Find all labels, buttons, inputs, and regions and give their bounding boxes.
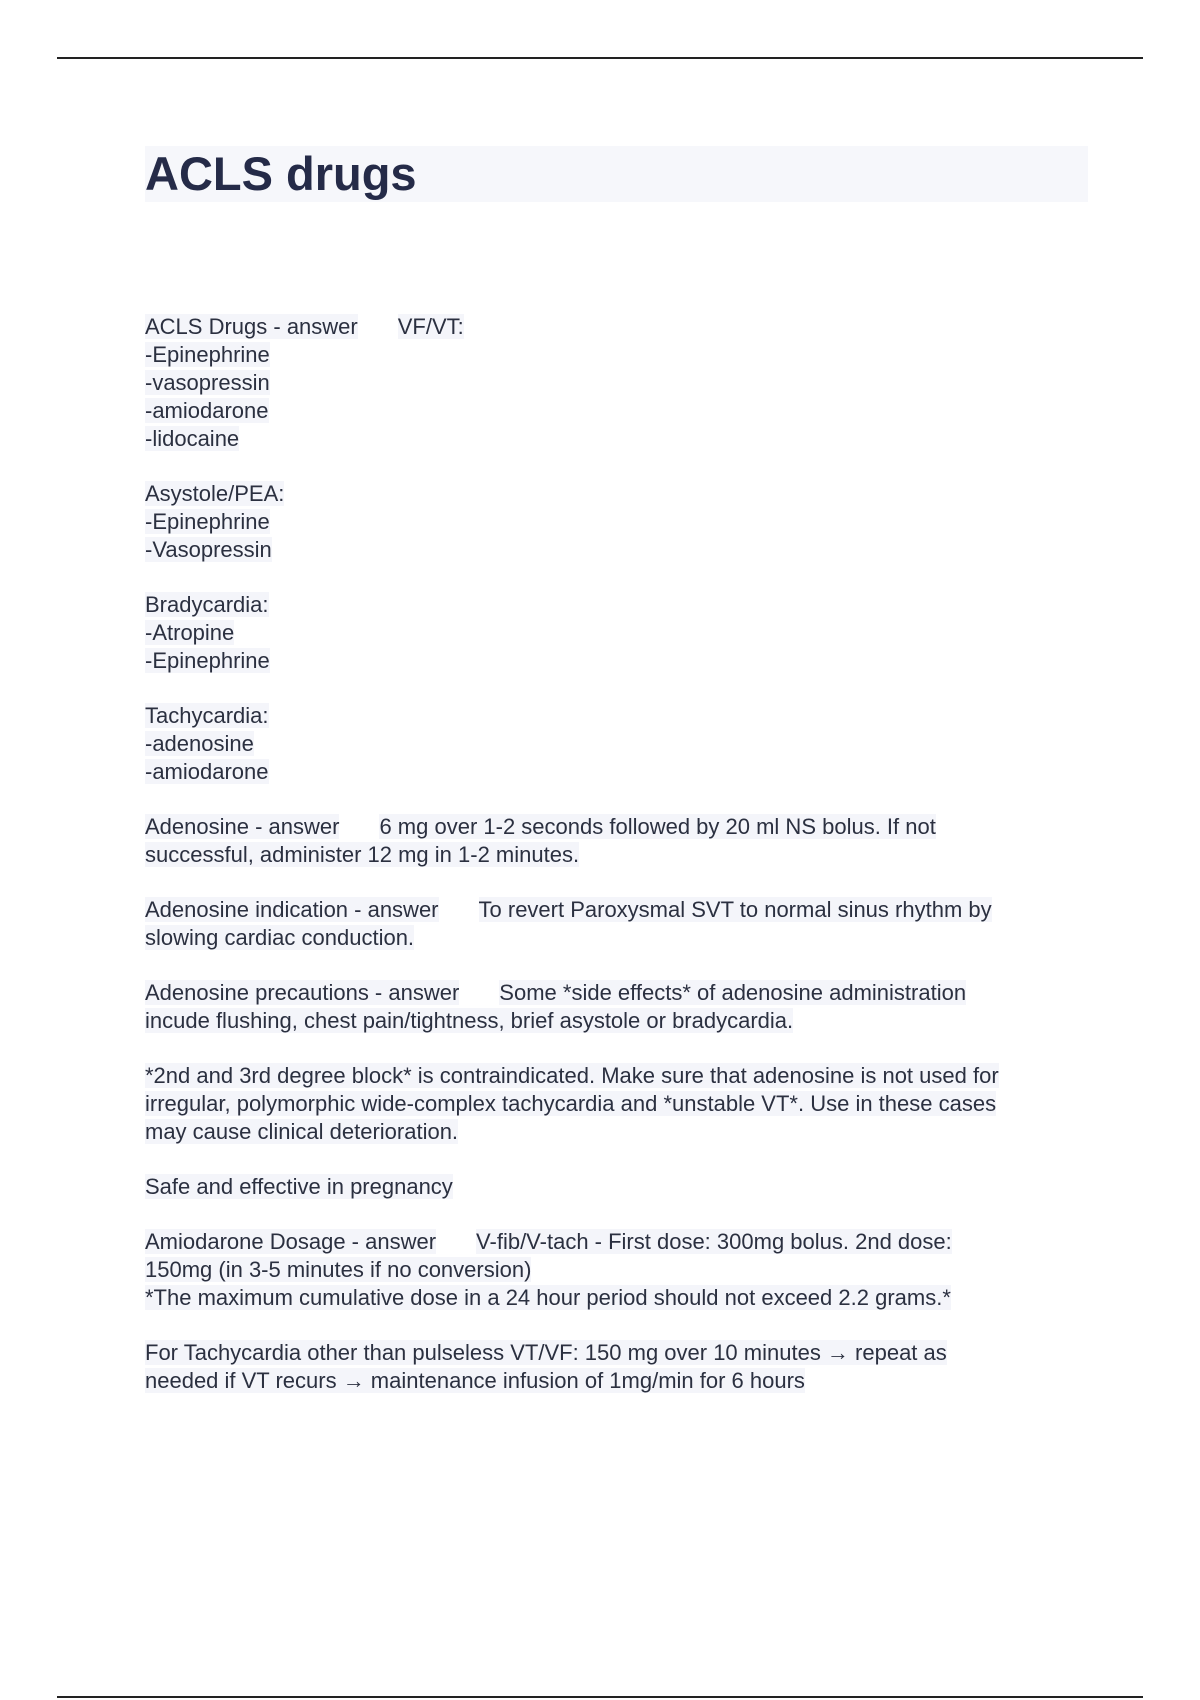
paragraph-line: may cause clinical deterioration. — [145, 1119, 459, 1144]
group-bradycardia — [145, 591, 1095, 675]
answer-line: incude flushing, chest pain/tightness, brief asystole or bradycardia. — [145, 1008, 794, 1033]
card-question: ACLS Drugs - answer — [145, 314, 358, 339]
card-amiodarone-dosage — [145, 1228, 1095, 1312]
group-item: -adenosine — [145, 731, 254, 756]
card-adenosine-indication — [145, 896, 1095, 952]
group-tachycardia — [145, 702, 1095, 786]
card-adenosine — [145, 813, 1095, 869]
answer-line: slowing cardiac conduction. — [145, 925, 415, 950]
group-heading: Asystole/PEA: — [145, 481, 285, 506]
document-body — [145, 313, 1095, 1422]
card-acls-drugs — [145, 313, 1095, 453]
footer-rule — [57, 1696, 1143, 1698]
paragraph-tachycardia-dosing — [145, 1339, 1095, 1395]
answer-line: -Epinephrine — [145, 342, 270, 367]
paragraph-pregnancy — [145, 1173, 1095, 1201]
group-item: -Atropine — [145, 620, 235, 645]
card-adenosine-precautions — [145, 979, 1095, 1035]
paragraph-line: Safe and effective in pregnancy — [145, 1174, 453, 1199]
answer-line: *The maximum cumulative dose in a 24 hour period should not exceed 2.2 grams.* — [145, 1285, 951, 1310]
card-question: Adenosine indication - answer — [145, 897, 439, 922]
card-answer: 6 mg over 1-2 seconds followed by 20 ml NS bolus. If not — [379, 814, 936, 839]
card-answer: VF/VT: — [397, 314, 464, 339]
card-question: Adenosine precautions - answer — [145, 980, 460, 1005]
paragraph-line: needed if VT recurs → maintenance infusion of 1mg/min for 6 hours — [145, 1368, 805, 1393]
card-answer: Some *side effects* of adenosine administration — [499, 980, 967, 1005]
answer-line: successful, administer 12 mg in 1-2 minutes. — [145, 842, 580, 867]
card-answer: V-fib/V-tach - First dose: 300mg bolus. 2nd dose: — [476, 1229, 952, 1254]
answer-line: -amiodarone — [145, 398, 269, 423]
group-heading: Tachycardia: — [145, 703, 269, 728]
answer-line: -lidocaine — [145, 426, 240, 451]
document-title: ACLS drugs — [145, 146, 1088, 202]
group-asystole-pea — [145, 480, 1095, 564]
paragraph-contraindication — [145, 1062, 1095, 1146]
card-question: Adenosine - answer — [145, 814, 340, 839]
paragraph-line: For Tachycardia other than pulseless VT/VF: 150 mg over 10 minutes → repeat as — [145, 1340, 947, 1365]
answer-line: -vasopressin — [145, 370, 270, 395]
group-item: -Epinephrine — [145, 648, 270, 673]
group-item: -Vasopressin — [145, 537, 272, 562]
paragraph-line: irregular, polymorphic wide-complex tachycardia and *unstable VT*. Use in these cases — [145, 1091, 997, 1116]
card-answer: To revert Paroxysmal SVT to normal sinus rhythm by — [478, 897, 992, 922]
paragraph-line: *2nd and 3rd degree block* is contraindicated. Make sure that adenosine is not used for — [145, 1063, 999, 1088]
group-heading: Bradycardia: — [145, 592, 269, 617]
group-item: -amiodarone — [145, 759, 269, 784]
card-question: Amiodarone Dosage - answer — [145, 1229, 437, 1254]
group-item: -Epinephrine — [145, 509, 270, 534]
answer-line: 150mg (in 3-5 minutes if no conversion) — [145, 1257, 532, 1282]
header-rule — [57, 57, 1143, 59]
